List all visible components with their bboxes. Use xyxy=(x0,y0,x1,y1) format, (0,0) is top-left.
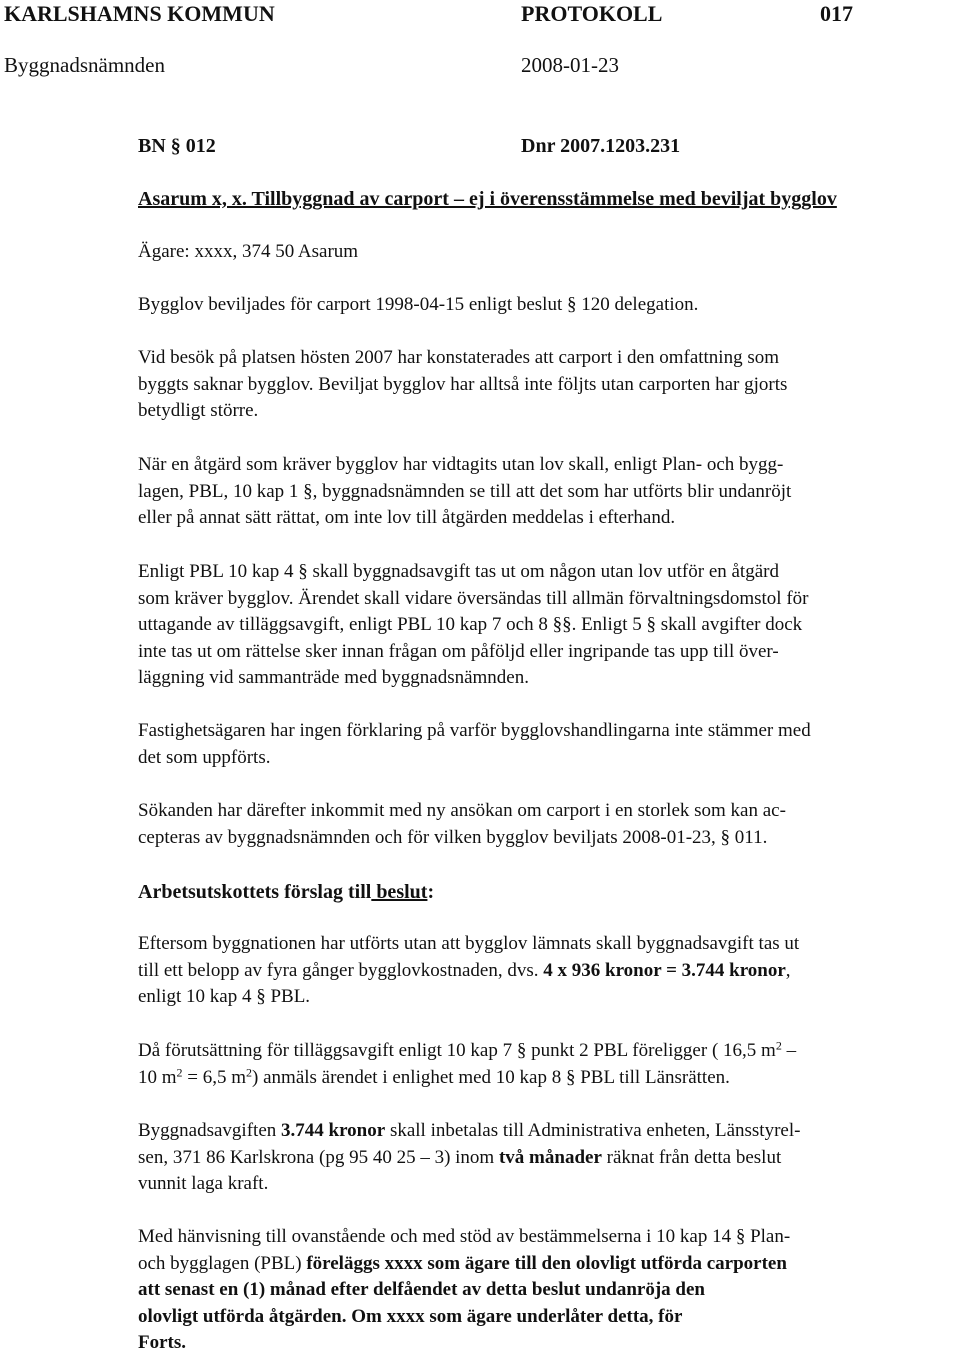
text-line: När en åtgärd som kräver bygglov har vidtagits utan lov skall, enligt Plan- och bygg- xyxy=(138,454,784,475)
text-line: Fastighetsägaren har ingen förklaring på varför bygglovshandlingarna inte stämmer med xyxy=(138,720,811,741)
text-line: Sökanden har därefter inkommit med ny ansökan om carport i en storlek som kan ac- xyxy=(138,800,786,821)
paragraph-payment xyxy=(138,1118,956,1198)
text-line: det som uppförts. xyxy=(138,746,271,768)
paragraph-legal-basis xyxy=(138,452,956,532)
continued-marker: Forts. xyxy=(138,1332,187,1354)
case-title-text: Asarum x, x. Tillbyggnad av carport – ej i överensstämmelse med beviljat bygglov xyxy=(138,188,837,210)
fee-calculation: 4 x 936 kronor = 3.744 kronor xyxy=(543,959,786,981)
injunction-text: föreläggs xxxx som ägare till den olovligt utförda carporten xyxy=(306,1252,787,1274)
owner-text: Ägare: xxxx, 374 50 Asarum xyxy=(138,241,359,262)
paragraph-injunction xyxy=(138,1224,956,1357)
paragraph-site-visit xyxy=(138,345,956,425)
text-line: vunnit laga kraft. xyxy=(138,1173,269,1195)
text-segment: 10 m xyxy=(138,1066,177,1088)
intro-text: Bygglov beviljades för carport 1998-04-15 enligt beslut § 120 delegation. xyxy=(138,294,699,315)
text-segment: Byggnadsavgiften xyxy=(138,1120,282,1141)
text-line: enligt 10 kap 4 § PBL. xyxy=(138,986,311,1008)
text-segment: – xyxy=(781,1040,797,1061)
text-line: Eftersom byggnationen har utförts utan att bygglov lämnats skall byggnadsavgift tas ut xyxy=(138,933,800,954)
text-line: Med hänvisning till ovanstående och med stöd av bestämmelserna i 10 kap 14 § Plan- xyxy=(138,1226,791,1247)
text-segment: = 6,5 m xyxy=(182,1066,247,1088)
text-segment: ) anmäls ärendet i enlighet med 10 kap 8 § PBL till Länsrätten. xyxy=(252,1066,730,1088)
superscript: 2 xyxy=(246,1065,253,1079)
case-title xyxy=(138,186,956,213)
text-segment: till ett belopp av fyra gånger bygglovkostnaden, dvs. xyxy=(138,959,544,981)
superscript: 2 xyxy=(176,1065,183,1079)
text-line: Enligt PBL 10 kap 4 § skall byggnadsavgift tas ut om någon utan lov utför en åtgärd xyxy=(138,561,779,582)
proposal-heading-colon: : xyxy=(427,881,435,903)
paragraph-fee-amount xyxy=(138,931,956,1011)
text-segment: skall inbetalas till Administrativa enheten, Länsstyrel- xyxy=(385,1120,801,1141)
text-line: lagen, PBL, 10 kap 1 §, byggnadsnämnden se till att det som har utförts blir undanröjt xyxy=(138,480,792,502)
text-line: eller på annat sätt rättat, om inte lov till åtgärden meddelas i efterhand. xyxy=(138,507,676,529)
text-line: byggts saknar bygglov. Beviljat bygglov har alltså inte följts utan carporten har gjorts xyxy=(138,373,788,395)
paragraph-additional-fee xyxy=(138,1038,956,1091)
text-segment: och bygglagen (PBL) xyxy=(138,1252,307,1274)
text-segment: Då förutsättning för tilläggsavgift enligt 10 kap 7 § punkt 2 PBL föreligger ( 16,5 m xyxy=(138,1040,776,1061)
proposal-heading-text: Arbetsutskottets förslag till xyxy=(138,881,372,903)
owner-line xyxy=(138,239,956,266)
case-dnr: Dnr 2007.1203.231 xyxy=(521,135,681,157)
injunction-text: att senast en (1) månad efter delfåendet av detta beslut undanröja den xyxy=(138,1279,705,1301)
text-line: cepteras av byggnadsnämnden och för vilken bygglov beviljats 2008-01-23, § 011. xyxy=(138,826,768,848)
paragraph-building-fee xyxy=(138,559,956,692)
paragraph-new-application xyxy=(138,798,956,851)
text-segment: sen, 371 86 Karlskrona (pg 95 40 25 – 3) inom xyxy=(138,1146,499,1168)
text-segment: räknat från detta beslut xyxy=(601,1146,782,1168)
proposal-heading-decision: beslut xyxy=(371,881,428,903)
page-number: 017 xyxy=(820,1,853,26)
meeting-date: 2008-01-23 xyxy=(521,53,619,77)
text-line: som kräver bygglov. Ärendet skall vidare översändas till allmän förvaltningsdomstol för xyxy=(138,587,809,609)
text-line: läggning vid sammanträde med byggnadsnämnden. xyxy=(138,667,529,689)
text-line: inte tas ut om rättelse sker innan frågan om påföljd eller ingripande tas upp till över- xyxy=(138,640,779,662)
superscript: 2 xyxy=(775,1038,782,1053)
text-line: uttagande av tilläggsavgift, enligt PBL 10 kap 7 och 8 §§. Enligt 5 § skall avgifter dock xyxy=(138,614,803,636)
case-section-number: BN § 012 xyxy=(138,135,216,157)
payment-deadline: två månader xyxy=(498,1146,602,1168)
text-segment: , xyxy=(785,959,791,981)
text-line: Vid besök på platsen hösten 2007 har konstaterades att carport i den omfattning som xyxy=(138,347,780,368)
municipality-name: KARLSHAMNS KOMMUN xyxy=(4,1,275,26)
intro-paragraph xyxy=(138,292,956,319)
document-type: PROTOKOLL xyxy=(521,1,663,26)
text-line: betydligt större. xyxy=(138,400,259,422)
proposal-heading xyxy=(138,879,956,906)
fee-amount: 3.744 kronor xyxy=(281,1120,386,1141)
injunction-text: olovligt utförda åtgärden. Om xxxx som ägare underlåter detta, för xyxy=(138,1305,683,1327)
board-name: Byggnadsnämnden xyxy=(4,53,165,77)
paragraph-owner-explanation xyxy=(138,718,956,771)
